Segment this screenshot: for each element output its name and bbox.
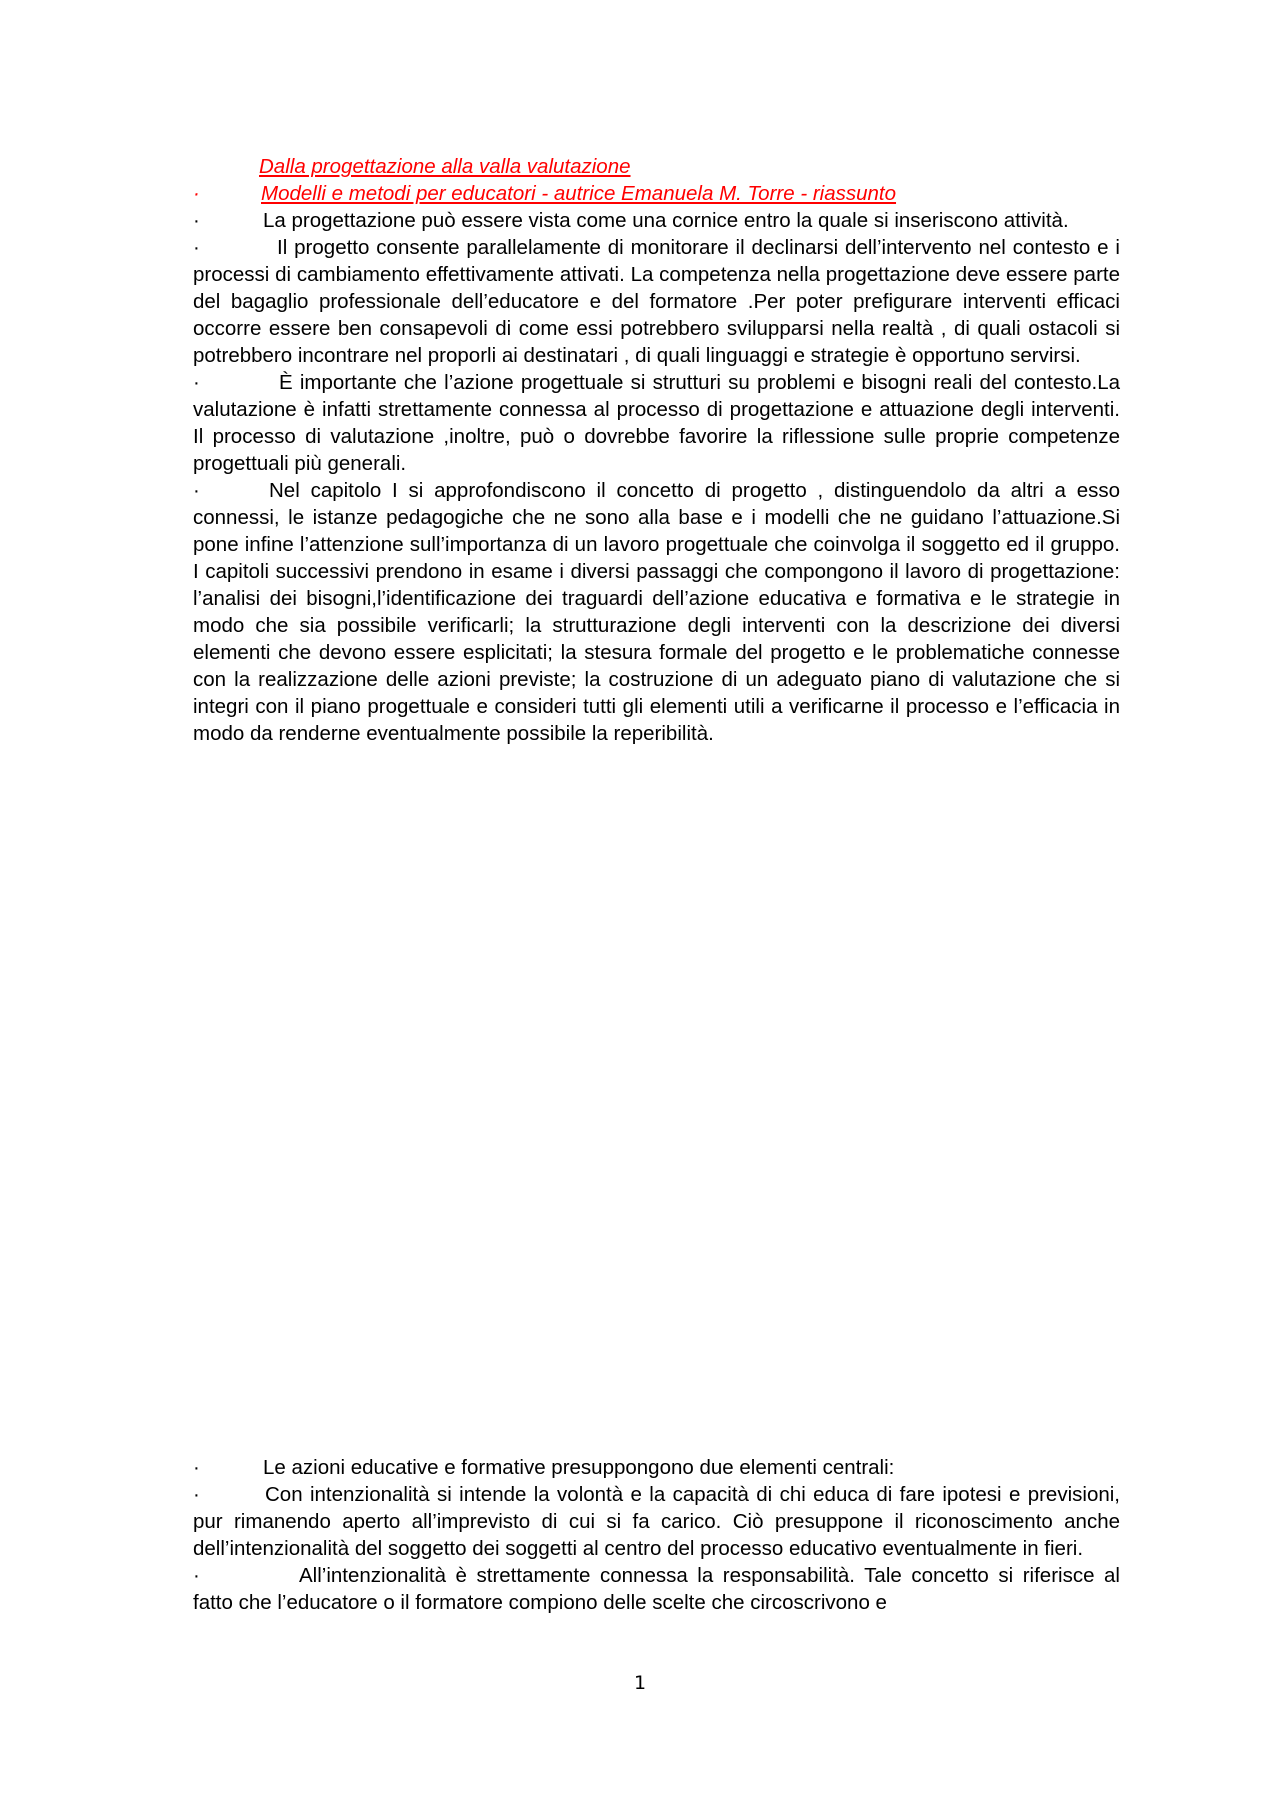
paragraph-text: All’intenzionalità è strettamente connessa la responsabilità. Tale concetto si riferisce al fatto che l’educatore o il formatore compiono delle scelte che circoscrivono e xyxy=(193,1564,1120,1614)
paragraph-text: Nel capitolo I si approfondiscono il concetto di progetto , distinguendolo da altri a esso connessi, le istanze pedagogiche che ne sono alla base e i modelli che ne guidano l’attuazione.Si pone infine l’attenzione sull’importanza di un lavoro progettuale che coinvolga il soggetto ed il gruppo. I capitoli successivi prendono in esame i diversi passaggi che compongono il lavoro di progettazione: l’analisi dei bisogni,l’identificazione dei traguardi dell’azione educativa e formativa e le strategie in modo che sia possibile verificarli; la strutturazione degli interventi con la descrizione dei diversi elementi che devono essere esplicitati; la stesura formale del progetto e le problematiche connesse con la realizzazione delle azioni previste; la costruzione di un adeguato piano di valutazione che si integri con il piano progettuale e consideri tutti gli elementi utili a verificarne il processo e l’efficacia in modo da renderne eventualmente possibile la reperibilità. xyxy=(193,479,1120,745)
paragraph-3 xyxy=(193,369,1120,477)
subtitle-bullet: · xyxy=(193,182,200,205)
paragraph-text: Con intenzionalità si intende la volontà e la capacità di chi educa di fare ipotesi e previsioni, pur rimanendo aperto all’imprevisto di cui si fa carico. Ciò presuppone il riconoscimento anche dell’intenzionalità del soggetto dei soggetti al centro del processo educativo eventualmente in fieri. xyxy=(193,1483,1120,1560)
document-title xyxy=(193,153,1120,180)
paragraph-text: Il progetto consente parallelamente di monitorare il declinarsi dell’intervento nel contesto e i processi di cambiamento effettivamente attivati. La competenza nella progettazione deve essere parte del bagaglio professionale dell’educatore e del formatore .Per poter prefigurare interventi efficaci occorre essere ben consapevoli di come essi potrebbero svilupparsi nella realtà , di quali ostacoli si potrebbero incontrare nel proporli ai destinatari , di quali linguaggi e strategie è opportuno servirsi. xyxy=(193,236,1120,367)
paragraph-text: La progettazione può essere vista come una cornice entro la quale si inseriscono attività. xyxy=(263,209,1069,232)
paragraph-bullet: · xyxy=(193,1456,200,1479)
bottom-text-block xyxy=(193,1454,1120,1616)
paragraph-2 xyxy=(193,234,1120,369)
page-number: 1 xyxy=(633,1672,647,1694)
top-text-block xyxy=(193,153,1120,747)
paragraph-text: Le azioni educative e formative presuppongono due elementi centrali: xyxy=(263,1456,895,1479)
paragraph-bullet: · xyxy=(193,479,200,502)
document-subtitle-text: Modelli e metodi per educatori - autrice Emanuela M. Torre - riassunto xyxy=(261,182,897,205)
paragraph-5 xyxy=(193,1454,1120,1481)
paragraph-7 xyxy=(193,1562,1120,1616)
paragraph-text: È importante che l’azione progettuale si strutturi su problemi e bisogni reali del contesto.La valutazione è infatti strettamente connessa al processo di progettazione e attuazione degli interventi. Il processo di valutazione ,inoltre, può o dovrebbe favorire la riflessione sulle proprie competenze progettuali più generali. xyxy=(193,371,1120,475)
paragraph-bullet: · xyxy=(193,209,200,232)
document-title-text: Dalla progettazione alla valla valutazione xyxy=(259,155,631,178)
paragraph-1 xyxy=(193,207,1120,234)
paragraph-bullet: · xyxy=(193,1483,200,1506)
paragraph-6 xyxy=(193,1481,1120,1562)
paragraph-bullet: · xyxy=(193,236,200,259)
paragraph-bullet: · xyxy=(193,1564,200,1587)
document-subtitle xyxy=(193,180,1120,207)
paragraph-bullet: · xyxy=(193,371,200,394)
paragraph-4 xyxy=(193,477,1120,747)
